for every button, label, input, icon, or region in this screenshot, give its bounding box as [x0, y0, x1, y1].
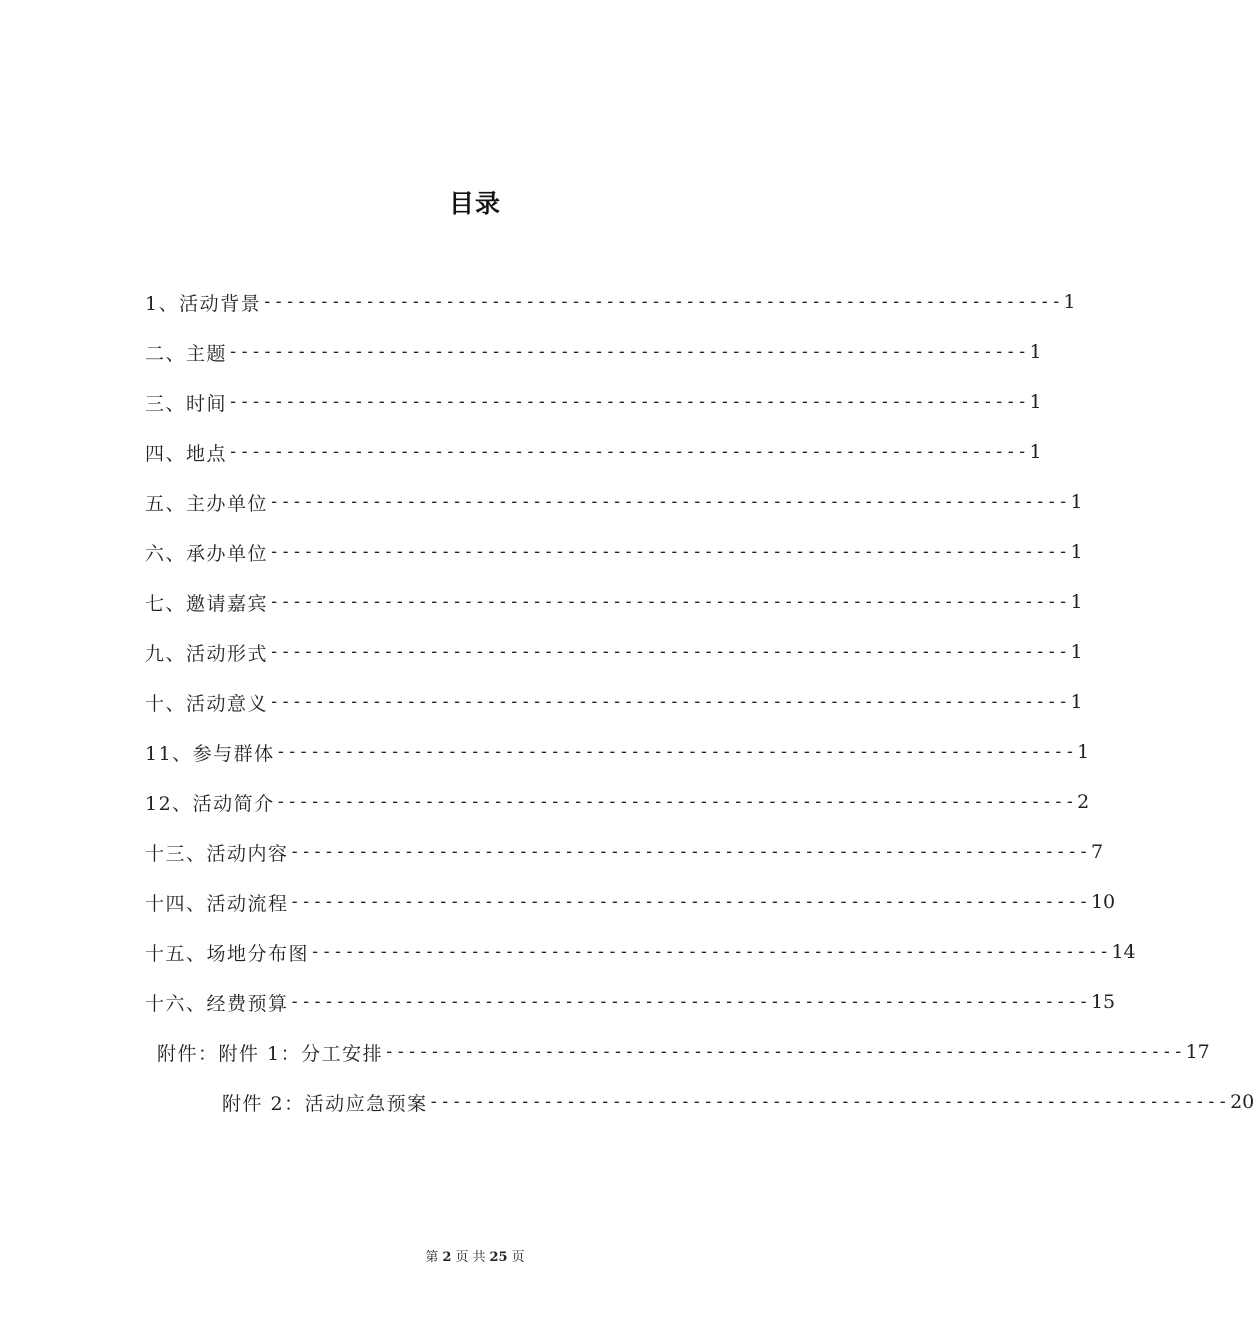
toc-entry-label: 九、活动形式 — [145, 642, 269, 665]
toc-entry[interactable] — [222, 1082, 1254, 1122]
toc-entry[interactable] — [145, 382, 1042, 422]
toc-leader-dashes: ---------------------------------------------------------------------- — [289, 842, 1090, 862]
footer-page-word: 页 — [455, 1250, 469, 1265]
toc-leader-dashes: ---------------------------------------------------------------------- — [269, 492, 1070, 512]
toc-entry[interactable] — [145, 882, 1116, 922]
toc-entry-page: 1 — [1029, 391, 1042, 413]
toc-entry-label: 11、参与群体 — [145, 742, 275, 765]
toc-entry[interactable] — [145, 582, 1083, 622]
toc-entry[interactable] — [145, 632, 1083, 672]
toc-entry-label: 四、地点 — [145, 442, 228, 465]
toc-entry[interactable] — [157, 1032, 1210, 1072]
toc-entry-page: 1 — [1029, 341, 1042, 363]
toc-entry-page: 14 — [1111, 941, 1136, 963]
toc-leader-dashes: ---------------------------------------------------------------------- — [269, 642, 1070, 662]
page-footer — [0, 1246, 950, 1265]
toc-entry-page: 1 — [1070, 591, 1083, 613]
toc-leader-dashes: ---------------------------------------------------------------------- — [228, 342, 1029, 362]
toc-entry-label: 附件 2：活动应急预案 — [222, 1092, 428, 1115]
toc-entry-label: 十四、活动流程 — [145, 892, 289, 915]
toc-entry-label: 十三、活动内容 — [145, 842, 289, 865]
toc-leader-dashes: ---------------------------------------------------------------------- — [289, 892, 1090, 912]
toc-entry-page: 1 — [1070, 641, 1083, 663]
toc-entry-page: 10 — [1090, 891, 1116, 913]
toc-entry-page: 1 — [1070, 491, 1083, 513]
toc-leader-dashes: ---------------------------------------------------------------------- — [275, 742, 1077, 762]
toc-entry-page: 7 — [1090, 841, 1104, 863]
toc-entry-label: 五、主办单位 — [145, 492, 269, 515]
toc-entry-page: 1 — [1070, 541, 1083, 563]
toc-entry-label: 1、活动背景 — [145, 292, 262, 315]
toc-entry-label: 十、活动意义 — [145, 692, 269, 715]
toc-entry-page: 1 — [1029, 441, 1042, 463]
toc-entry[interactable] — [145, 732, 1090, 772]
footer-total-word: 共 — [472, 1250, 486, 1265]
toc-entry-page: 1 — [1077, 741, 1090, 763]
toc-entry[interactable] — [145, 532, 1083, 572]
toc-entry-label: 七、邀请嘉宾 — [145, 592, 269, 615]
footer-suffix: 页 — [511, 1250, 525, 1265]
toc-leader-dashes: ---------------------------------------------------------------------- — [269, 542, 1070, 562]
toc-leader-dashes: ---------------------------------------------------------------------- — [428, 1092, 1230, 1112]
toc-entry[interactable] — [145, 332, 1042, 372]
toc-entry-page: 15 — [1090, 991, 1116, 1013]
toc-leader-dashes: ---------------------------------------------------------------------- — [275, 792, 1077, 812]
toc-entry[interactable] — [145, 782, 1090, 822]
toc-entry-label: 三、时间 — [145, 392, 228, 415]
toc-entry[interactable] — [145, 482, 1083, 522]
footer-prefix: 第 — [425, 1250, 439, 1265]
toc-entry-page: 1 — [1070, 691, 1083, 713]
footer-current-page: 2 — [442, 1250, 452, 1265]
toc-entry[interactable] — [145, 932, 1136, 972]
toc-leader-dashes: ---------------------------------------------------------------------- — [310, 942, 1111, 962]
toc-entry[interactable] — [145, 832, 1104, 872]
toc-entry-label: 二、主题 — [145, 342, 228, 365]
toc-entry[interactable] — [145, 282, 1076, 322]
page-title: 目录 — [448, 189, 501, 218]
toc-entry-page: 2 — [1077, 791, 1090, 813]
toc-entry-page: 1 — [1063, 291, 1076, 313]
toc-leader-dashes: ---------------------------------------------------------------------- — [384, 1042, 1185, 1062]
toc-entry[interactable] — [145, 682, 1083, 722]
toc-leader-dashes: ---------------------------------------------------------------------- — [289, 992, 1090, 1012]
toc-leader-dashes: ---------------------------------------------------------------------- — [262, 292, 1063, 312]
toc-entry-page: 20 — [1230, 1091, 1254, 1113]
toc-leader-dashes: ---------------------------------------------------------------------- — [269, 692, 1070, 712]
footer-total-pages: 25 — [489, 1250, 508, 1265]
toc-entry-label: 十五、场地分布图 — [145, 942, 310, 965]
toc-leader-dashes: ---------------------------------------------------------------------- — [228, 392, 1029, 412]
toc-leader-dashes: ---------------------------------------------------------------------- — [269, 592, 1070, 612]
toc-leader-dashes: ---------------------------------------------------------------------- — [228, 442, 1029, 462]
toc-entry[interactable] — [145, 432, 1042, 472]
toc-entry[interactable] — [145, 982, 1116, 1022]
toc-entry-label: 附件：附件 1：分工安排 — [157, 1042, 384, 1065]
toc-entry-page: 17 — [1185, 1041, 1210, 1063]
toc-entry-label: 六、承办单位 — [145, 542, 269, 565]
toc-entry-label: 12、活动简介 — [145, 792, 275, 815]
toc-entry-label: 十六、经费预算 — [145, 992, 289, 1015]
